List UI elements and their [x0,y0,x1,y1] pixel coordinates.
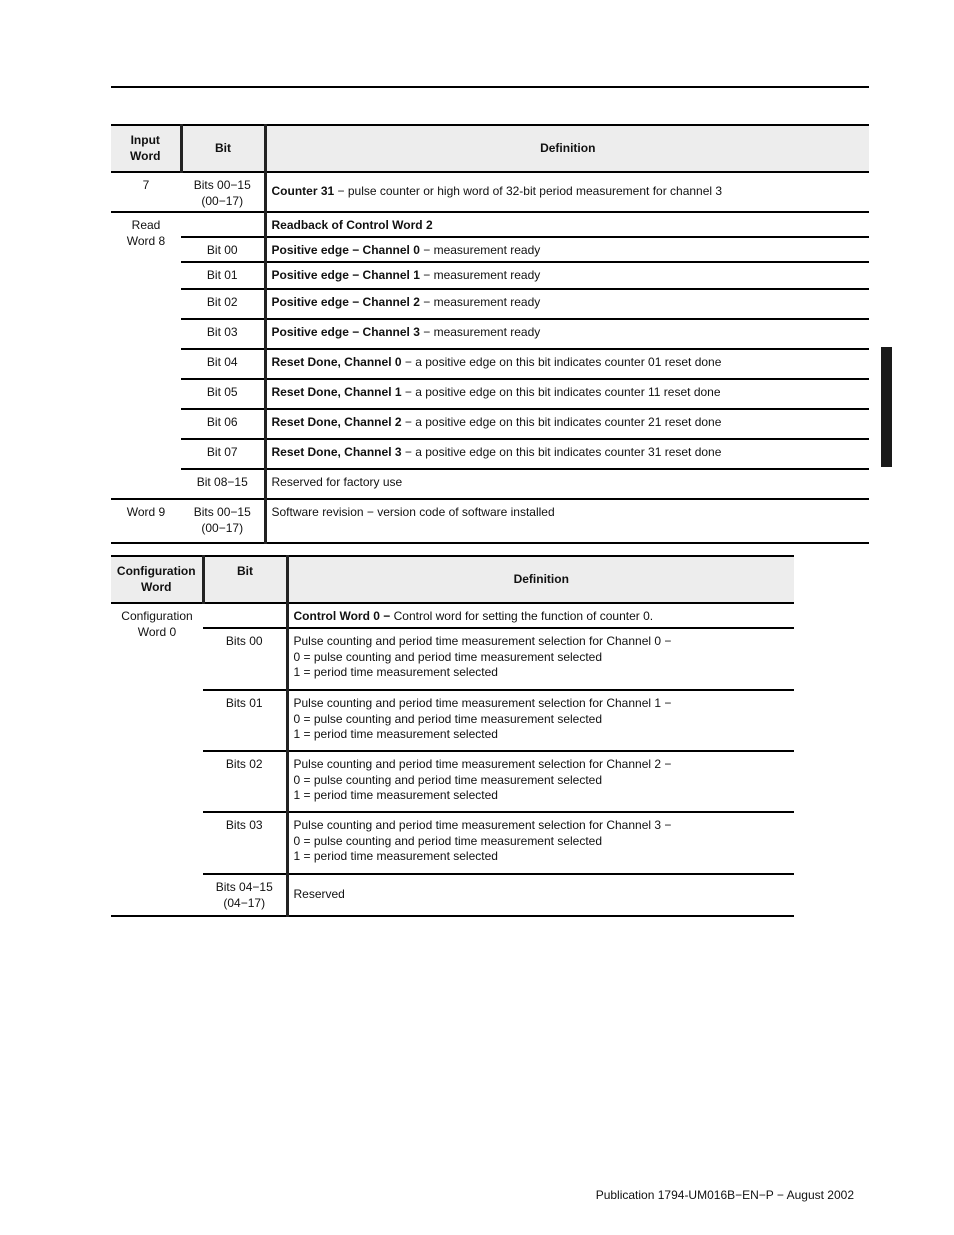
definition-text: − a positive edge on this bit indicates counter 31 reset done [401,445,722,459]
definition-text: − pulse counter or high word of 32-bit period measurement for channel 3 [334,184,723,199]
definition-cell [265,289,869,319]
word-cell-read-word-8 [111,212,181,499]
definition-cell: Readback of Control Word 2 [265,212,869,237]
header-bit: Bit [181,125,265,172]
word-line1: Configuration [121,609,193,623]
bit-cell: Bit 00 [181,237,265,262]
definition-text: − measurement ready [419,295,541,309]
header-word-line2: Word [141,579,172,594]
definition-cell [265,349,869,379]
definition-cell [265,237,869,262]
table-row [111,172,869,212]
definition-term: Counter 31 [271,184,335,199]
bit-cell [181,499,265,543]
definition-line: 0 = pulse counting and period time measurement selected [293,833,603,848]
word-cell-configuration-word-0 [111,603,203,916]
definition-text: − measurement ready [419,268,541,282]
table-row [111,379,869,409]
bit-cell [181,172,265,212]
table-row [111,499,869,543]
bit-cell: Bit 03 [181,319,265,349]
top-rule [111,86,869,88]
table-header-row [111,125,869,172]
definition-line: 0 = pulse counting and period time measurement selected [293,649,603,664]
table-row [111,469,869,499]
bit-cell [181,212,265,237]
bit-cell [203,603,287,628]
word-cell: 7 [111,172,181,212]
definition-line: Pulse counting and period time measurement selection for Channel 0 − [293,634,672,648]
header-word-line2: Word [130,148,161,163]
bit-cell: Bit 04 [181,349,265,379]
definition-cell: Reserved [287,874,794,916]
configuration-word-table [111,555,794,917]
bit-cell: Bits 01 [203,690,287,751]
bit-cell: Bit 08−15 [181,469,265,499]
definition-term: Reset Done, Channel 2 [271,415,402,429]
bit-cell: Bits 00 [203,628,287,690]
definition-text: Reserved for factory use [271,475,403,489]
table-row [111,289,869,319]
bit-cell: Bit 01 [181,262,265,289]
table-row [111,628,794,690]
definition-text: − measurement ready [419,243,541,257]
table-row [111,409,869,439]
header-bit: Bit [203,556,287,603]
header-definition: Definition [265,125,869,172]
definition-line: Pulse counting and period time measurement selection for Channel 1 − [293,696,672,710]
definition-cell [265,379,869,409]
bit-cell [203,874,287,916]
bit-line1: Bits 04−15 [215,880,273,894]
definition-term: Reset Done, Channel 1 [271,385,402,399]
definition-cell [265,409,869,439]
table-row [111,812,794,874]
table-row [111,751,794,812]
table-row [111,690,794,751]
bit-line1: Bits 00−15 [193,178,251,192]
bit-line2: (00−17) [201,193,244,208]
definition-text: − a positive edge on this bit indicates counter 01 reset done [401,355,722,369]
definition-cell: Software revision − version code of software installed [265,499,869,543]
bit-cell: Bits 03 [203,812,287,874]
definition-text: − a positive edge on this bit indicates counter 21 reset done [401,415,722,429]
header-word-line1: Configuration [116,564,196,578]
bit-cell: Bit 02 [181,289,265,319]
definition-text: Control word for setting the function of counter 0. [390,609,654,623]
bit-cell: Bit 07 [181,439,265,469]
definition-cell [265,439,869,469]
definition-line: Pulse counting and period time measurement selection for Channel 2 − [293,757,672,771]
definition-line: 0 = pulse counting and period time measurement selected [293,711,603,726]
definition-cell [287,690,794,751]
definition-cell [287,812,794,874]
word-cell: Word 9 [111,499,181,543]
table-row [111,603,794,628]
definition-line: 1 = period time measurement selected [293,849,498,863]
word-line2: Word 8 [126,233,166,248]
definition-term: Control Word 0 − [293,609,391,623]
bit-line2: (00−17) [201,520,244,535]
definition-cell [265,262,869,289]
table-header-row [111,556,794,603]
definition-cell [265,469,869,499]
header-definition: Definition [287,556,794,603]
definition-term: Reset Done, Channel 3 [271,445,402,459]
definition-term: Positive edge − Channel 3 [271,325,420,339]
table-row [111,212,869,237]
definition-line: 1 = period time measurement selected [293,727,498,741]
header-input-word [111,125,181,172]
chapter-tab-marker [881,347,892,467]
definition-cell [287,751,794,812]
definition-cell [287,603,794,628]
header-configuration-word [111,556,203,603]
definition-line: Pulse counting and period time measurement selection for Channel 3 − [293,818,672,832]
bit-cell: Bits 02 [203,751,287,812]
table-row [111,439,869,469]
bit-line1: Bits 00−15 [193,505,251,519]
table-row [111,874,794,916]
definition-term: Reset Done, Channel 0 [271,355,402,369]
input-word-table [111,124,869,544]
table-row [111,262,869,289]
publication-footer: Publication 1794-UM016B−EN−P − August 2002 [595,1188,854,1202]
definition-term: Positive edge − Channel 2 [271,295,420,309]
table-row [111,237,869,262]
bit-cell: Bit 05 [181,379,265,409]
definition-term: Positive edge − Channel 0 [271,243,420,257]
definition-cell [265,172,869,212]
bit-cell: Bit 06 [181,409,265,439]
definition-cell [265,319,869,349]
table-row [111,319,869,349]
definition-cell [287,628,794,690]
definition-line: 0 = pulse counting and period time measurement selected [293,772,603,787]
word-line1: Read [131,218,161,232]
word-line2: Word 0 [137,624,177,639]
definition-line: 1 = period time measurement selected [293,665,498,679]
definition-text: − measurement ready [419,325,541,339]
bit-line2: (04−17) [223,895,266,910]
table-row [111,349,869,379]
definition-term: Positive edge − Channel 1 [271,268,420,282]
header-word-line1: Input [130,133,160,147]
definition-text: − a positive edge on this bit indicates counter 11 reset done [401,385,721,399]
definition-line: 1 = period time measurement selected [293,788,498,802]
